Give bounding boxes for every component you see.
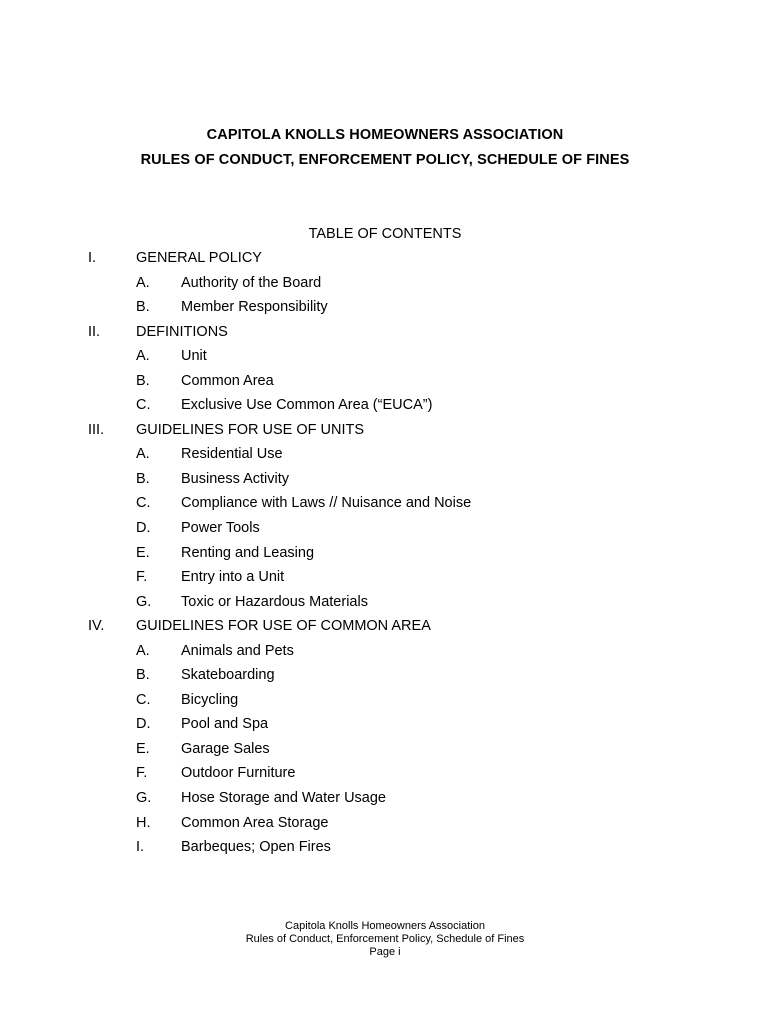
toc-item bbox=[0, 765, 770, 790]
toc-item-title: Toxic or Hazardous Materials bbox=[181, 593, 368, 610]
toc-item-letter: F. bbox=[136, 765, 148, 782]
toc-item bbox=[0, 299, 770, 324]
toc-section-number: I. bbox=[88, 250, 97, 266]
toc-item-title: Garage Sales bbox=[181, 740, 270, 757]
toc-item-title: Compliance with Laws // Nuisance and Noise bbox=[181, 495, 472, 512]
toc-item-letter: C. bbox=[136, 691, 151, 708]
toc-section bbox=[0, 422, 770, 447]
toc-item-letter: C. bbox=[136, 495, 151, 512]
toc-item-title: Unit bbox=[181, 348, 207, 365]
toc-item-title: Power Tools bbox=[181, 520, 260, 537]
toc-item-letter: A. bbox=[136, 274, 150, 291]
toc-item-letter: H. bbox=[136, 814, 151, 831]
toc-item-title: Business Activity bbox=[181, 470, 289, 487]
toc-section-title: GENERAL POLICY bbox=[136, 250, 262, 266]
toc-item bbox=[0, 545, 770, 570]
footer-page-number: Page i bbox=[369, 946, 401, 958]
toc-section-number: IV. bbox=[88, 618, 105, 635]
page-footer bbox=[0, 920, 770, 959]
document-subtitle: RULES OF CONDUCT, ENFORCEMENT POLICY, SCHEDULE OF FINES bbox=[140, 152, 630, 168]
toc-item bbox=[0, 716, 770, 741]
toc-section bbox=[0, 618, 770, 643]
footer-association-name: Capitola Knolls Homeowners Association bbox=[285, 920, 485, 932]
toc-item-title: Skateboarding bbox=[181, 667, 275, 684]
toc-item bbox=[0, 520, 770, 545]
toc-item-title: Entry into a Unit bbox=[181, 569, 285, 586]
toc-item-title: Member Responsibility bbox=[181, 299, 328, 316]
table-of-contents bbox=[0, 250, 770, 864]
toc-item bbox=[0, 471, 770, 496]
document-title: CAPITOLA KNOLLS HOMEOWNERS ASSOCIATION bbox=[206, 127, 564, 143]
toc-item-letter: B. bbox=[136, 667, 150, 684]
toc-item bbox=[0, 790, 770, 815]
toc-item bbox=[0, 373, 770, 398]
toc-item-letter: B. bbox=[136, 299, 150, 316]
toc-item-title: Residential Use bbox=[181, 446, 283, 463]
toc-item-title: Exclusive Use Common Area (“EUCA”) bbox=[181, 397, 433, 414]
toc-item-letter: A. bbox=[136, 642, 150, 659]
toc-item-title: Pool and Spa bbox=[181, 716, 269, 733]
toc-item bbox=[0, 569, 770, 594]
toc-item-title: Hose Storage and Water Usage bbox=[181, 790, 386, 807]
toc-item-letter: E. bbox=[136, 740, 150, 757]
toc-item-letter: D. bbox=[136, 716, 151, 733]
toc-item-title: Outdoor Furniture bbox=[181, 765, 296, 782]
toc-item-title: Barbeques; Open Fires bbox=[181, 839, 331, 856]
toc-item-letter: A. bbox=[136, 446, 150, 463]
toc-item bbox=[0, 275, 770, 300]
toc-item bbox=[0, 667, 770, 692]
toc-item bbox=[0, 741, 770, 766]
toc-section-number: III. bbox=[88, 421, 105, 438]
toc-item-title: Animals and Pets bbox=[181, 642, 294, 659]
toc-heading: TABLE OF CONTENTS bbox=[308, 226, 462, 242]
toc-item bbox=[0, 839, 770, 864]
toc-item bbox=[0, 495, 770, 520]
toc-item-letter: G. bbox=[136, 790, 152, 807]
toc-item bbox=[0, 692, 770, 717]
toc-section-number: II. bbox=[88, 323, 101, 340]
footer-document-name: Rules of Conduct, Enforcement Policy, Schedule of Fines bbox=[245, 933, 525, 945]
toc-item-letter: B. bbox=[136, 372, 150, 389]
toc-item bbox=[0, 348, 770, 373]
toc-section-title: GUIDELINES FOR USE OF UNITS bbox=[136, 421, 364, 438]
toc-item-letter: E. bbox=[136, 544, 150, 561]
toc-item-title: Authority of the Board bbox=[181, 274, 322, 291]
toc-section-title: GUIDELINES FOR USE OF COMMON AREA bbox=[136, 618, 431, 635]
toc-item bbox=[0, 397, 770, 422]
toc-item-letter: C. bbox=[136, 397, 151, 414]
toc-item-title: Renting and Leasing bbox=[181, 544, 315, 561]
toc-item-letter: D. bbox=[136, 520, 151, 537]
toc-item-title: Common Area bbox=[181, 372, 274, 389]
toc-item-title: Bicycling bbox=[181, 691, 239, 708]
toc-item bbox=[0, 815, 770, 840]
toc-item bbox=[0, 594, 770, 619]
toc-item bbox=[0, 643, 770, 668]
toc-item bbox=[0, 446, 770, 471]
toc-section bbox=[0, 250, 770, 275]
toc-item-letter: G. bbox=[136, 593, 152, 610]
toc-item-title: Common Area Storage bbox=[181, 814, 329, 831]
toc-section bbox=[0, 324, 770, 349]
toc-item-letter: A. bbox=[136, 348, 150, 365]
toc-item-letter: F. bbox=[136, 569, 148, 586]
toc-item-letter: I. bbox=[136, 839, 145, 856]
toc-item-letter: B. bbox=[136, 470, 150, 487]
toc-section-title: DEFINITIONS bbox=[136, 323, 228, 340]
